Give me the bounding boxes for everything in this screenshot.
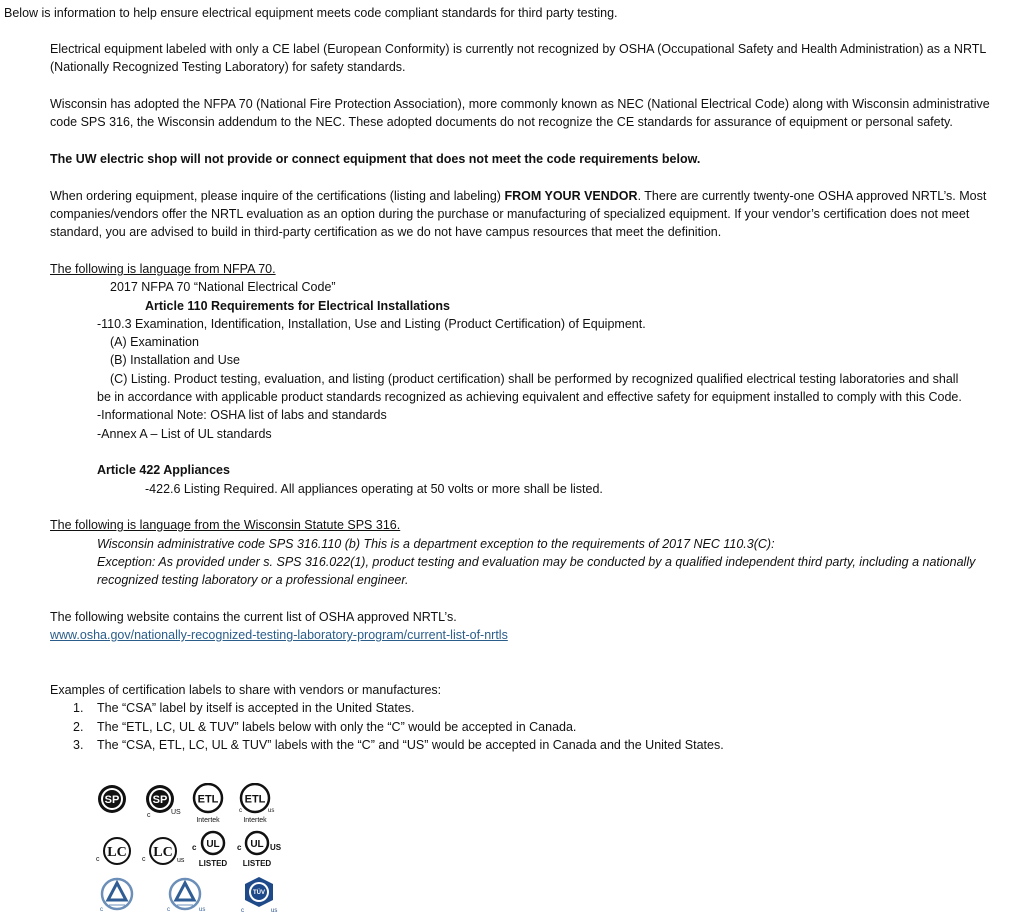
annex-a: -Annex A – List of UL standards xyxy=(97,427,272,441)
section-422-6: -422.6 Listing Required. All appliances operating at 50 volts or more shall be listed. xyxy=(145,482,603,496)
c-ul-us-listed-logo xyxy=(237,830,285,870)
tuv-sud-logo xyxy=(239,875,281,913)
ordering-text-1: When ordering equipment, please inquire of the certifications (listing and labeling) xyxy=(50,189,505,203)
website-text: The following website contains the current list of OSHA approved NRTL’s. xyxy=(50,610,457,624)
section-c-listing-cont: be in accordance with applicable product standards recognized as achieving equivalent and effective safety for equipment installed to comply with this Code. xyxy=(97,390,962,404)
c-etl-us-logo xyxy=(238,783,278,823)
svg-text:UL: UL xyxy=(250,839,264,850)
svg-text:ETL: ETL xyxy=(244,793,266,806)
intro-text: Below is information to help ensure electrical equipment meets code compliant standards for third party testing. xyxy=(4,6,618,20)
tuv-rheinland-c-logo xyxy=(99,877,137,913)
ordering-vendor-emphasis: FROM YOUR VENDOR xyxy=(504,189,638,203)
wisconsin-heading: The following is language from the Wisconsin Statute SPS 316. xyxy=(50,518,401,532)
svg-text:c: c xyxy=(192,843,197,852)
svg-text:c: c xyxy=(100,907,103,913)
svg-text:LC: LC xyxy=(153,845,173,860)
svg-text:Intertek: Intertek xyxy=(243,817,267,823)
nfpa-edition: 2017 NFPA 70 “National Electrical Code” xyxy=(110,280,336,294)
list-item: 1. The “CSA” label by itself is accepted in the United States. xyxy=(73,701,415,715)
wisconsin-adoption-paragraph: Wisconsin has adopted the NFPA 70 (National Fire Protection Association), more commonly known as NEC (National Electrical Code) along with Wisconsin administrative code SPS 316, the Wisconsin addendum to the NEC. These adopted documents do not recognize the CE standards for assurance of equipment or personal safety. xyxy=(50,97,990,129)
csa-logo xyxy=(97,784,129,816)
osha-nrtl-link[interactable]: www.osha.gov/nationally-recognized-testing-laboratory-program/current-list-of-nrtls xyxy=(50,628,508,642)
c-lc-us-logo xyxy=(142,835,190,867)
bold-notice: The UW electric shop will not provide or connect equipment that does not meet the code requirements below. xyxy=(50,152,701,166)
svg-text:UL: UL xyxy=(206,839,220,850)
svg-text:LISTED: LISTED xyxy=(198,859,228,868)
list-item: 2. The “ETL, LC, UL & TUV” labels below with only the “C” would be accepted in Canada. xyxy=(73,720,577,734)
examples-heading: Examples of certification labels to share with vendors or manufactures: xyxy=(50,683,442,697)
svg-text:c: c xyxy=(96,856,100,863)
ordering-text-2: . There are currently twenty-one OSHA approved NRTL’s. Most companies/vendors offer the NRTL evaluation as an option during the purchase or manufacturing of specialized equipment. If your vendor’s certification does not meet standard, you are advised to build in third-party certification as we do not have campus resources that meet the definition. xyxy=(50,189,987,239)
svg-text:LC: LC xyxy=(107,845,127,860)
section-110-3: -110.3 Examination, Identification, Installation, Use and Listing (Product Certification) of Equipment. xyxy=(97,317,646,331)
informational-note: -Informational Note: OSHA list of labs and standards xyxy=(97,408,387,422)
svg-text:us: us xyxy=(199,907,206,913)
c-csa-us-logo xyxy=(145,784,185,818)
c-ul-listed-logo xyxy=(192,830,232,870)
ce-paragraph: Electrical equipment labeled with only a CE label (European Conformity) is currently not recognized by OSHA (Occupational Safety and Health Administration) as a NRTL (Nationally Recognized Testing Laboratory) for safety standards. xyxy=(50,42,986,74)
etl-logo xyxy=(192,783,226,823)
section-a-examination: (A) Examination xyxy=(110,335,199,349)
svg-text:SP: SP xyxy=(152,794,168,806)
ordering-paragraph xyxy=(50,187,1020,241)
c-lc-logo xyxy=(96,835,134,867)
svg-text:us: us xyxy=(271,908,278,913)
svg-text:c: c xyxy=(167,907,170,913)
wisconsin-exception-line: Exception: As provided under s. SPS 316.022(1), product testing and evaluation may be conducted by a qualified independent third party, including a nationally xyxy=(97,555,976,569)
svg-text:US: US xyxy=(270,843,282,852)
svg-text:us: us xyxy=(177,857,185,864)
article-110-heading: Article 110 Requirements for Electrical Installations xyxy=(145,299,450,313)
article-422-heading: Article 422 Appliances xyxy=(97,463,230,477)
list-item: 3. The “CSA, ETL, LC, UL & TUV” labels with the “C” and “US” would be accepted in Canada and the United States. xyxy=(73,738,724,752)
svg-text:SP: SP xyxy=(104,794,120,806)
svg-text:LISTED: LISTED xyxy=(242,859,272,868)
svg-text:c: c xyxy=(237,843,242,852)
section-b-installation: (B) Installation and Use xyxy=(110,353,240,367)
section-c-listing: (C) Listing. Product testing, evaluation, and listing (product certification) shall be performed by recognized qualified electrical testing laboratories and shall xyxy=(110,372,959,386)
svg-text:us: us xyxy=(268,808,275,814)
svg-text:Intertek: Intertek xyxy=(196,817,220,823)
tuv-rheinland-c-us-logo xyxy=(167,877,207,913)
svg-text:c: c xyxy=(142,856,146,863)
svg-text:c: c xyxy=(147,812,151,818)
svg-text:TÜV: TÜV xyxy=(253,890,265,896)
svg-text:c: c xyxy=(241,908,244,913)
svg-text:ETL: ETL xyxy=(197,793,219,806)
svg-text:US: US xyxy=(171,809,181,816)
wisconsin-code-line: Wisconsin administrative code SPS 316.110 (b) This is a department exception to the requirements of 2017 NEC 110.3(C): xyxy=(97,537,775,551)
wisconsin-exception-cont: recognized testing laboratory or a professional engineer. xyxy=(97,573,409,587)
svg-text:c: c xyxy=(239,808,242,814)
nfpa-heading: The following is language from NFPA 70. xyxy=(50,262,276,276)
